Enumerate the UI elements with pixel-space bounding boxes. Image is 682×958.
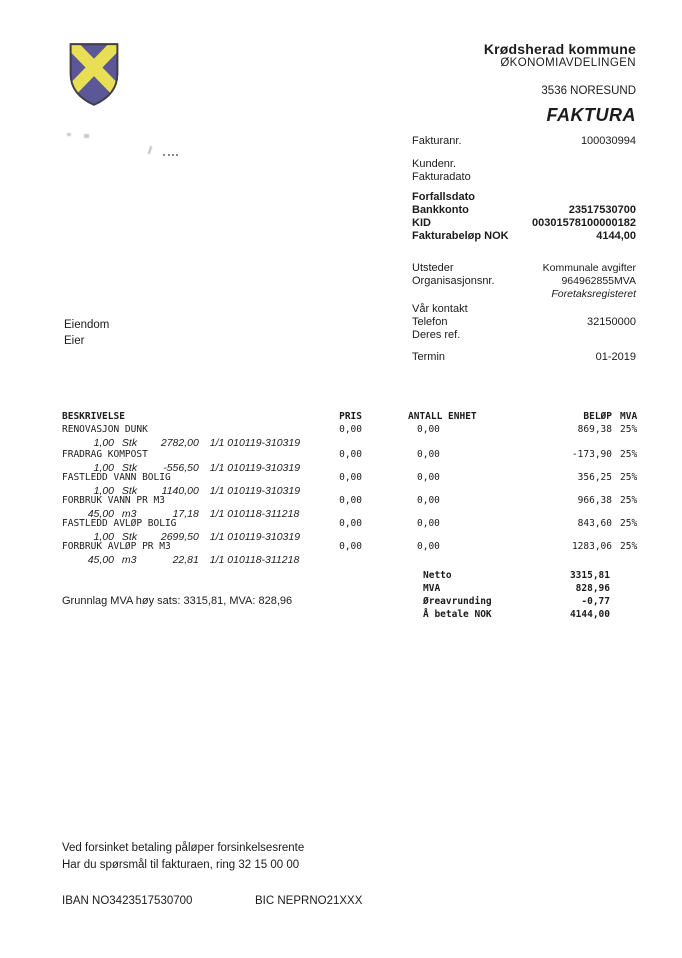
row-price: 0,00: [339, 449, 362, 460]
row-quantity: 0,00: [417, 472, 440, 483]
row-quantity: 0,00: [417, 424, 440, 435]
row-price: 0,00: [339, 472, 362, 483]
mva-label: MVA: [423, 583, 441, 594]
row-amount: 869,38: [577, 424, 612, 435]
col-header-description: BESKRIVELSE: [62, 411, 125, 422]
postal-address: 3536 NORESUND: [541, 85, 636, 97]
detail-qty: 1,00: [93, 485, 114, 497]
your-ref-label: Deres ref.: [412, 329, 461, 341]
rounding-value: -0,77: [581, 596, 610, 607]
table-row-detail: [84, 437, 300, 449]
invoice-amount-value: 4144,00: [596, 230, 636, 242]
late-payment-note: Ved forsinket betaling påløper forsinkelsesrente: [62, 842, 305, 854]
row-vat: 25%: [620, 449, 638, 460]
document-title: FAKTURA: [546, 105, 636, 125]
detail-qty: 1,00: [93, 531, 114, 543]
row-vat: 25%: [620, 518, 638, 529]
detail-period: 1/1 010118-311218: [209, 554, 300, 566]
detail-qty: 45,00: [87, 554, 114, 566]
scan-artifact: [148, 146, 152, 154]
detail-period: 1/1 010119-310319: [209, 437, 301, 449]
detail-period: 1/1 010119-310319: [209, 462, 301, 474]
mva-value: 828,96: [575, 583, 610, 594]
table-row: [0, 518, 682, 531]
row-quantity: 0,00: [417, 495, 440, 506]
row-amount: 356,25: [577, 472, 612, 483]
totals-row-due: [0, 609, 682, 622]
due-date-label: Forfallsdato: [412, 191, 475, 203]
table-row: [0, 472, 682, 485]
table-row: [0, 495, 682, 508]
col-header-price: PRIS: [339, 411, 362, 422]
detail-unit: m3: [121, 554, 137, 566]
detail-unit-price: -556,50: [163, 462, 199, 474]
row-price: 0,00: [339, 495, 362, 506]
organization-name: Krødsherad kommune: [483, 41, 636, 57]
detail-unit: Stk: [121, 531, 138, 543]
row-vat: 25%: [620, 495, 638, 506]
detail-period: 1/1 010119-310319: [209, 531, 301, 543]
detail-unit: m3: [121, 508, 137, 520]
detail-unit-price: 17,18: [172, 508, 199, 520]
row-amount: 966,38: [577, 495, 612, 506]
kid-value: 00301578100000182: [531, 217, 636, 229]
row-price: 0,00: [339, 541, 362, 552]
row-quantity: 0,00: [417, 449, 440, 460]
detail-unit-price: 1140,00: [161, 485, 199, 497]
kid-label: KID: [412, 217, 431, 229]
register-note: Foretaksregisteret: [551, 288, 636, 300]
detail-unit: Stk: [121, 462, 138, 474]
vat-basis-note: Grunnlag MVA høy sats: 3315,81, MVA: 828,96: [62, 595, 293, 607]
detail-unit: Stk: [121, 437, 138, 449]
municipality-coat-of-arms-icon: [66, 40, 122, 113]
detail-unit: Stk: [121, 485, 138, 497]
detail-unit-price: 2699,50: [160, 531, 199, 543]
row-price: 0,00: [339, 518, 362, 529]
totals-row-netto: [0, 570, 682, 583]
row-amount: -173,90: [571, 449, 612, 460]
row-amount: 843,60: [577, 518, 612, 529]
invoice-number-label: Fakturanr.: [412, 135, 462, 147]
detail-qty: 1,00: [93, 462, 114, 474]
bic-value: BIC NEPRNO21XXX: [255, 895, 363, 907]
table-header-row: [0, 411, 682, 424]
phone-value: 32150000: [587, 316, 636, 328]
term-label: Termin: [412, 351, 446, 363]
scan-artifact: [67, 133, 71, 136]
org-number-label: Organisasjonsnr.: [412, 275, 495, 287]
col-header-amount: BELØP: [583, 411, 612, 422]
org-number-value: 964962855MVA: [561, 275, 636, 287]
iban-value: IBAN NO3423517530700: [62, 895, 193, 907]
table-row: [0, 449, 682, 462]
row-description: FRADRAG KOMPOST: [62, 449, 148, 460]
netto-value: 3315,81: [569, 570, 610, 581]
row-vat: 25%: [620, 424, 638, 435]
detail-period: 1/1 010118-311218: [209, 508, 300, 520]
row-vat: 25%: [620, 472, 638, 483]
bank-account-label: Bankkonto: [412, 204, 469, 216]
table-row-detail: [84, 554, 299, 566]
invoice-amount-label: Fakturabeløp NOK: [412, 230, 509, 242]
row-amount: 1283,06: [571, 541, 612, 552]
netto-label: Netto: [423, 570, 452, 581]
issuer-value: Kommunale avgifter: [542, 262, 636, 274]
table-row: [0, 541, 682, 554]
col-header-vat: MVA: [620, 411, 638, 422]
department-name: ØKONOMIAVDELINGEN: [500, 57, 636, 69]
detail-qty: 45,00: [87, 508, 114, 520]
invoice-date-label: Fakturadato: [412, 171, 471, 183]
row-description: RENOVASJON DUNK: [62, 424, 148, 435]
bank-account-value: 23517530700: [568, 204, 636, 216]
our-contact-label: Vår kontakt: [412, 303, 468, 315]
row-vat: 25%: [620, 541, 638, 552]
detail-period: 1/1 010119-310319: [209, 485, 301, 497]
col-header-quantity: ANTALL ENHET: [408, 411, 477, 422]
detail-unit-price: 2782,00: [160, 437, 199, 449]
detail-qty: 1,00: [93, 437, 114, 449]
row-quantity: 0,00: [417, 541, 440, 552]
row-quantity: 0,00: [417, 518, 440, 529]
property-label: Eiendom: [64, 319, 110, 331]
amount-due-value: 4144,00: [569, 609, 610, 620]
row-description: FASTLEDD VANN BOLIG: [62, 472, 171, 483]
owner-label: Eier: [64, 335, 85, 347]
phone-label: Telefon: [412, 316, 448, 328]
detail-unit-price: 22,81: [172, 554, 199, 566]
issuer-label: Utsteder: [412, 262, 454, 274]
questions-note: Har du spørsmål til fakturaen, ring 32 15 00 00: [62, 859, 300, 871]
row-description: FORBRUK VANN PR M3: [62, 495, 165, 506]
amount-due-label: Å betale NOK: [423, 609, 492, 620]
term-value: 01-2019: [595, 351, 636, 363]
row-price: 0,00: [339, 424, 362, 435]
scan-artifact: [84, 134, 89, 138]
scan-artifact: [163, 154, 178, 156]
customer-number-label: Kundenr.: [412, 158, 457, 170]
table-row: [0, 424, 682, 437]
rounding-label: Øreavrunding: [423, 596, 492, 607]
invoice-number-value: 100030994: [580, 135, 636, 147]
row-description: FORBRUK AVLØP PR M3: [62, 541, 171, 552]
row-description: FASTLEDD AVLØP BOLIG: [62, 518, 177, 529]
